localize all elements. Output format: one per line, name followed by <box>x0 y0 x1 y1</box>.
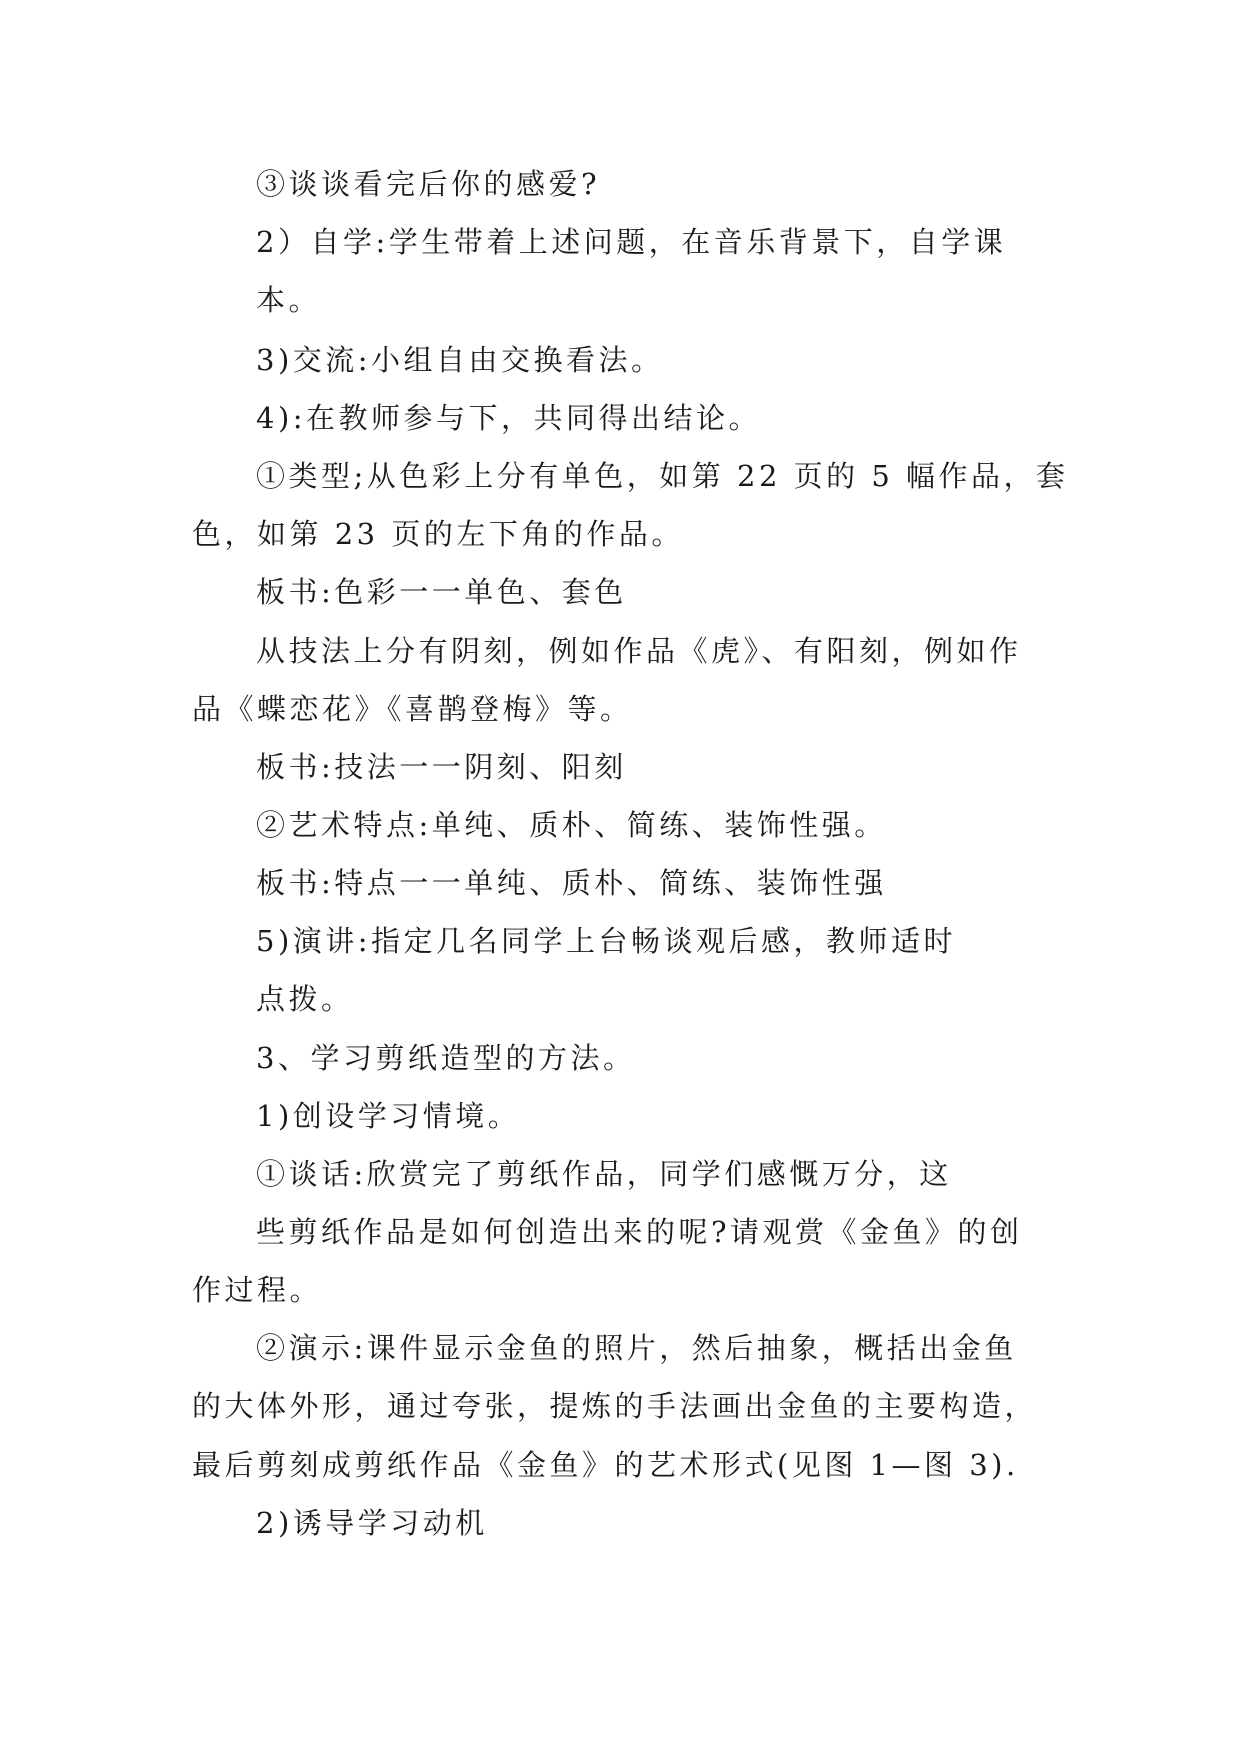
text-line: 4):在教师参与下，共同得出结论。 <box>256 401 762 435</box>
text-line: ②演示:课件显示金鱼的照片，然后抽象，概括出金鱼 <box>256 1331 1017 1365</box>
text-line: 1)创设学习情境。 <box>256 1099 521 1133</box>
text-line: 作过程。 <box>192 1273 323 1307</box>
text-line: ①谈话:欣赏完了剪纸作品，同学们感慨万分，这 <box>256 1157 952 1191</box>
text-line: 色，如第 23 页的左下角的作品。 <box>192 517 684 551</box>
text-line: ②艺术特点:单纯、质朴、简练、装饰性强。 <box>256 808 887 842</box>
text-line: 的大体外形，通过夸张，提炼的手法画出金鱼的主要构造， <box>192 1389 1038 1423</box>
text-line: 2)诱导学习动机 <box>256 1506 488 1540</box>
text-line: 最后剪刻成剪纸作品《金鱼》的艺术形式(见图 1—图 3). <box>192 1448 1019 1482</box>
text-line: ①类型;从色彩上分有单色，如第 22 页的 5 幅作品，套 <box>256 459 1069 493</box>
text-line: ③谈谈看完后你的感爱? <box>256 167 601 201</box>
text-line: 本。 <box>256 283 322 317</box>
text-line: 5)演讲:指定几名同学上台畅谈观后感，教师适时 <box>256 924 957 958</box>
text-line: 从技法上分有阴刻，例如作品《虎》、有阳刻，例如作 <box>256 634 1022 668</box>
text-line: 点拨。 <box>256 982 354 1016</box>
text-line: 些剪纸作品是如何创造出来的呢?请观赏《金鱼》的创 <box>256 1215 1023 1249</box>
text-line: 品《蝶恋花》《喜鹊登梅》等。 <box>192 692 633 726</box>
text-line: 3、学习剪纸造型的方法。 <box>256 1041 636 1075</box>
text-line: 2）自学:学生带着上述问题，在音乐背景下，自学课 <box>256 225 1007 259</box>
text-line: 板书:色彩一一单色、套色 <box>256 575 627 609</box>
text-line: 板书:特点一一单纯、质朴、简练、装饰性强 <box>256 866 887 900</box>
text-line: 板书:技法一一阴刻、阳刻 <box>256 750 627 784</box>
text-line: 3)交流:小组自由交换看法。 <box>256 343 664 377</box>
